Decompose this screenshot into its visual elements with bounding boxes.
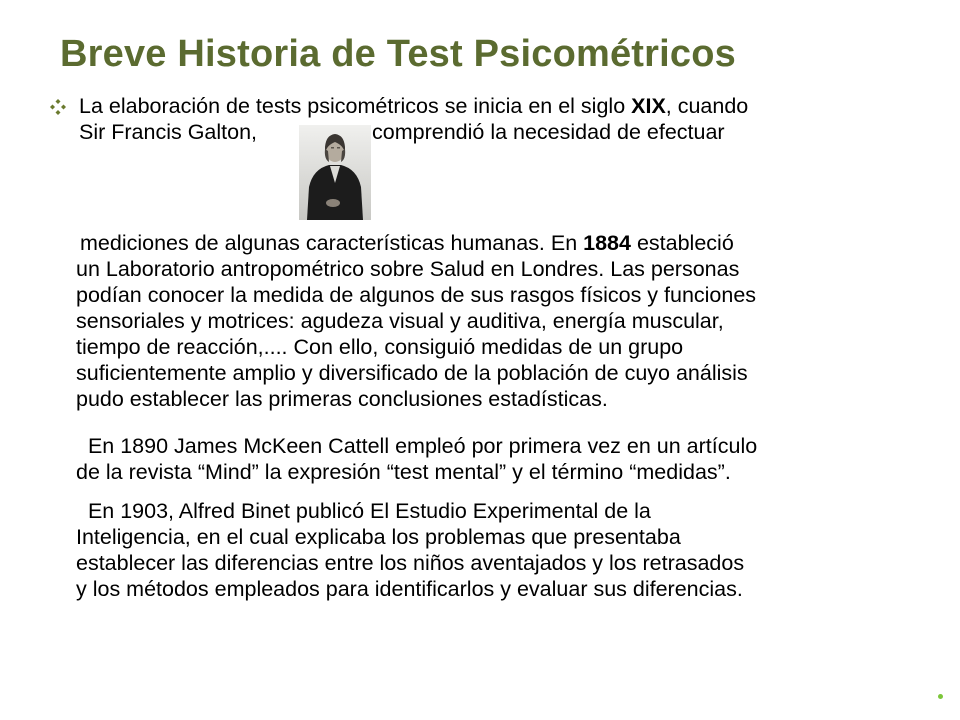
paragraph-line: sensoriales y motrices: agudeza visual y auditiva, energía muscular, [76,309,724,333]
paragraph-line: y los métodos empleados para identificarlos y evaluar sus diferencias. [76,577,743,601]
paragraph-line: podían conocer la medida de algunos de sus rasgos físicos y funciones [76,283,757,307]
intro-line-2a: Sir Francis Galton, [79,120,258,144]
intro-line-1: La elaboración de tests psicométricos se inicia en el siglo XIX, cuando [79,94,749,118]
galton-portrait-image [299,125,371,220]
paragraph-line: suficientemente amplio y diversificado de la población de cuyo análisis [76,361,748,385]
paragraph-line: En 1890 James McKeen Cattell empleó por primera vez en un artículo [76,434,758,458]
paragraph-cattell [76,433,757,485]
paragraph-line: Inteligencia, en el cual explicaba los problemas que presentaba [76,525,681,549]
paragraph-binet [76,498,744,602]
paragraph-line: establecer las diferencias entre los niños aventajados y los retrasados [76,551,745,575]
diamond-four-bullet-icon [50,99,66,115]
paragraph-line: de la revista “Mind” la expresión “test mental” y el término “medidas”. [76,460,731,484]
intro-line-2b: comprendió la necesidad de efectuar [372,120,725,144]
paragraph-line: un Laboratorio antropométrico sobre Salud en Londres. Las personas [76,257,740,281]
paragraph-galton [76,230,756,412]
paragraph-line: pudo establecer las primeras conclusiones estadísticas. [76,387,608,411]
paragraph-galton-first-line: mediciones de algunas características humanas. En 1884 estableció [80,231,734,255]
slide-title: Breve Historia de Test Psicométricos [60,33,736,75]
corner-dot-icon [938,694,943,699]
paragraph-line: En 1903, Alfred Binet publicó El Estudio Experimental de la [76,499,651,523]
paragraph-line: tiempo de reacción,.... Con ello, consiguió medidas de un grupo [76,335,684,359]
